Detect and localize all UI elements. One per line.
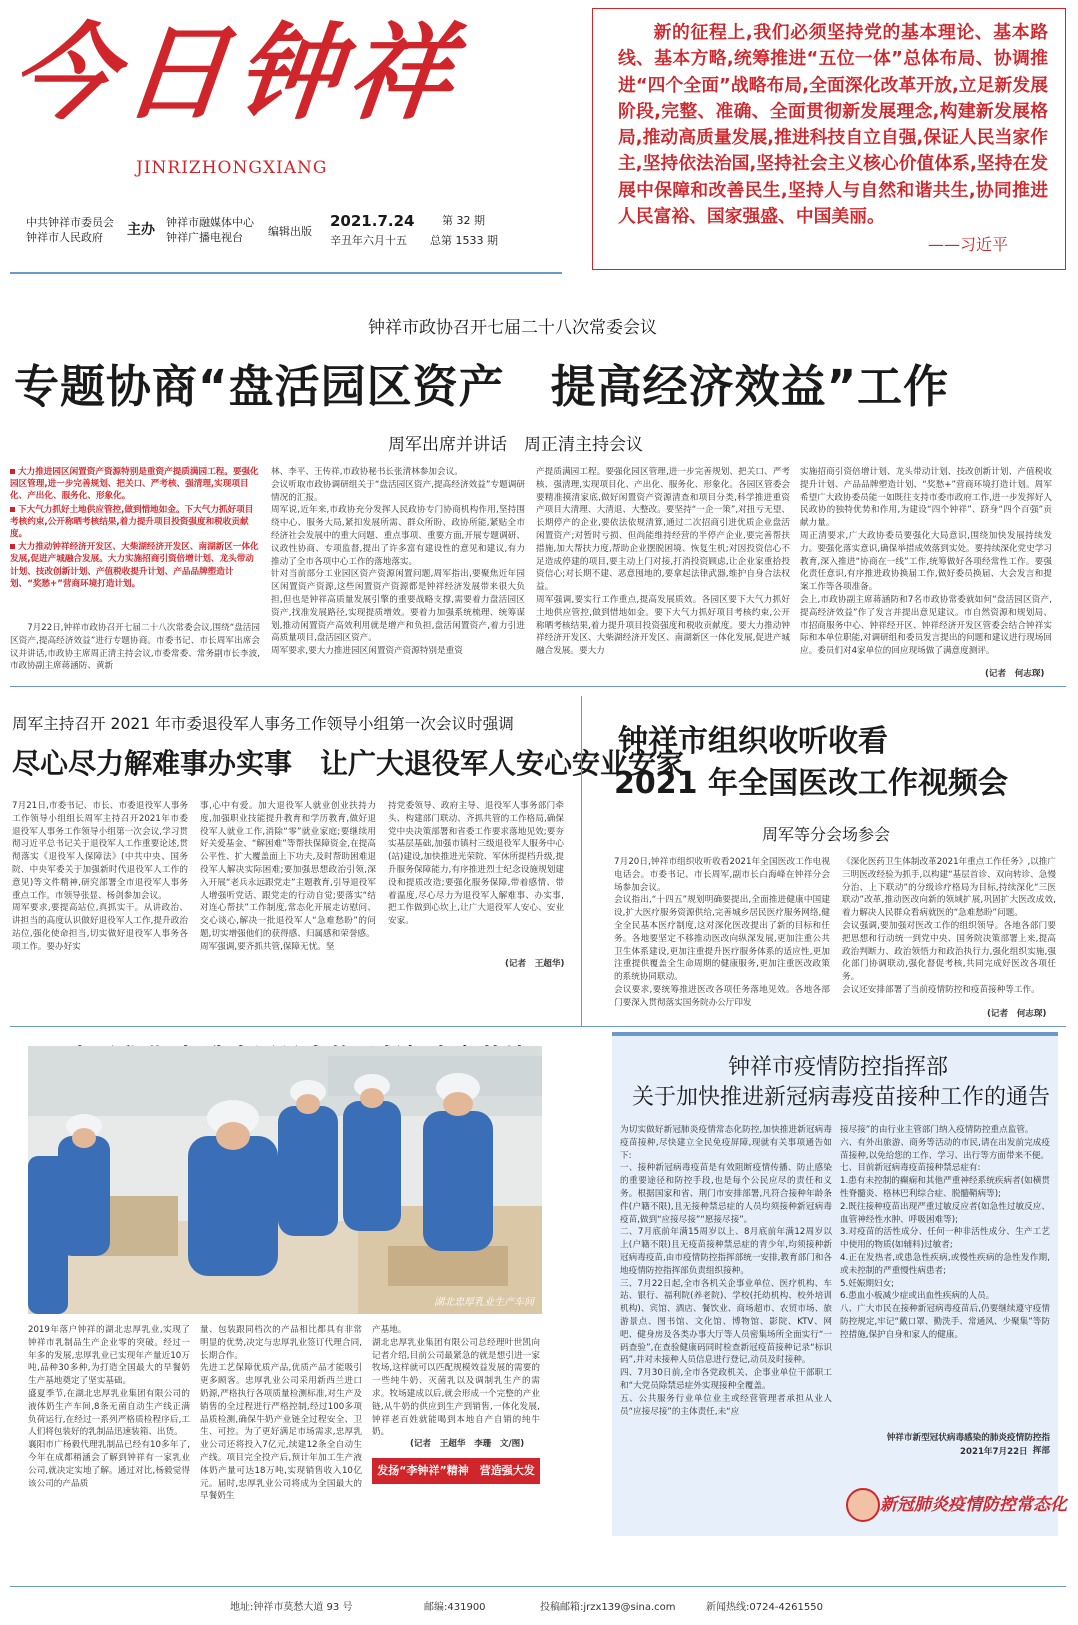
notice-title-line-2: 关于加快推进新冠病毒疫苗接种工作的通告 — [632, 1085, 1051, 1110]
bullet-square-icon — [10, 507, 15, 512]
issue-date: 2021.7.24 — [330, 212, 415, 230]
lead-kicker: 钟祥市政协召开七届二十八次常委会议 — [368, 318, 657, 338]
veterans-byline: (记者 王超华) — [505, 959, 565, 969]
veterans-kicker: 周军主持召开 2021 年市委退役军人事务工作领导小组第一次会议时强调 — [12, 715, 514, 733]
lead-byline: (记者 何志琛) — [985, 669, 1045, 679]
dairy-byline: (记者 王超华 李珊 文/图) — [410, 1439, 525, 1449]
bullet-square-icon — [10, 469, 15, 474]
highlight-item: 大力推动钟祥经济开发区、大柴湖经济开发区、南湖新区一体化发展,促进产城融合发展。大力实施招商引资倍增计划、龙头带动计划、技改创新计划、产值税收提升计划、产品品牌塑造计划、“奖愁+”营商环境打造计划。 — [10, 542, 259, 589]
footer-rule — [10, 1586, 1066, 1587]
notice-issuer: 钟祥市新型冠状病毒感染的肺炎疫情防控指挥部 — [886, 1433, 1050, 1456]
dairy-col-1: 2019年落户钟祥的湖北忠厚乳业,实现了钟祥市乳制品生产企业零的突破。经过一年多的发展,忠厚乳业已实现年产量近10万吨,品种30多种,为打造全国最大的早餐奶生产基地奠定了坚实基础。 盛夏季节,在湖北忠厚乳业集团有限公司的液体奶生产车间,8条无菌自动生产线正满负荷运行,在经过一系列严格质检程序后,工人们将包装好的乳制品迅速装箱、出货。 襄阳市广杨毅代理乳制品已经有10多年了,今年在成都稍涵会了解到钟祥有一家乳业公司,就决定实地了解。通过对比,杨毅觉得该公司的产品质 — [28, 1325, 190, 1489]
medical-col-2: 《深化医药卫生体制改革2021年重点工作任务》,以推广三明医改经验为抓手,以构建“基层首诊、双向转诊、急慢分治、上下联动”的分级诊疗格局为目标,持续深化“三医联动”改革,推动医改向新的领域扩展,巩固扩大医改成效,着力解决人民群众看病就医的“急难愁盼”问题。 会议强调,要加强对医改工作的组织领导。各地各部门要把思想和行动统一到党中央、国务院决策部署上来,提高政治判断力、政治领悟力和政治执行力,强化组织实施,强化部门协调联动,强化督促考核,共同完成好医改各项任务。 会议还安排部署了当前疫情防控和疫苗接种等工作。 — [842, 857, 1056, 995]
lead-col-3: 产提质满园工程。要强化园区管理,进一步完善规划、把关口、严考核、强清理,实现项目化、产出化、服务化、形象化。各园区管委会要精准摸清家底,做好闲置资产资源清查和项目分类,科学推进重资产项目大清理、大清退、大整改。要坚持“一企一策”,对扭亏无望、长期停产的企业,要依法依规清算,通过二次招商引进优质企业盘活闲置资产;对暂时亏损、但尚能维持经营的半停产企业,要完善帮扶措施,加大帮扶力度,帮助企业摆脱困境、恢复生机;对因投资信心不足造成停建的项目,要主动上门对接,打消投资顾虑,让企业家重拾投资信心;对长期不建、恶意囤地的,要拿起法律武器,维护自身合法权益。 周军强调,要实行工作重点,提高发展质效。各园区要下大气力抓好土地供应管控,做到惜地如金。要下大气力抓好项目考核约束,公开称晒考核结果,着力提升项目投资强度和税收贡献度。要大力推动钟祥经济开发区、大柴湖经济开发区、南湖新区一体化发展,促进产城融合发展。要大力 — [536, 467, 790, 657]
lead-highlights — [10, 466, 260, 591]
bullet-square-icon — [10, 544, 15, 549]
footer-postcode: 邮编:431900 — [424, 1602, 486, 1613]
masthead-pinyin: JINRIZHONGXIANG — [136, 158, 328, 178]
medical-title-line-1: 钟祥市组织收听收看 — [618, 724, 888, 759]
notice-banner: 新冠肺炎疫情防控常态化 — [880, 1495, 1067, 1515]
medical-col-1: 7月20日,钟祥市组织收听收看2021年全国医改工作电视电话会。市委书记、市长周军,副市长白海峰在钟祥分会场参加会议。 会议指出,“十四五”规划明确要提出,全面推进健康中国建设,扩大医疗服务资源供给,完善城乡居民医疗服务网络,健全全民基本医疗制度,这对深化医改提出了新的目标和任务。各地要坚定不移推动医改向纵深发展,更加注重公共卫生体系建设,更加注重提升医疗服务体系的适应性,更加注重提供覆盖全生命周期的健康服务,更加注重医改政策的系统协同联动。 会议要求,要统筹推进医改各项任务落地见效。各地各部门要深入贯彻落实国务院办公厅印发 — [614, 857, 830, 1008]
masthead-rule — [10, 272, 562, 274]
medical-title-line-2: 2021 年全国医改工作视频会 — [614, 766, 1008, 801]
veterans-title: 尽心尽力解难事办实事 让广大退役军人安心安业安家 — [12, 747, 685, 780]
masked-face-icon — [846, 1488, 880, 1522]
lead-col-4: 实施招商引资倍增计划、龙头带动计划、技改创新计划、产值税收提升计划、产品品牌塑造计划、“奖愁+”营商环境打造计划。周军希望广大政协委员能一如既往支持市委市政府工作,进一步发挥好人民政协的独特优势和作用,为建设“四个钟祥”、跻身“四个百强”贡献力量。 周正清要求,广大政协委员要强化大局意识,围绕加快发展持续发力。要强化落实意识,确保举措成效落到实处。要持续深化党史学习教育,深入推进“协商在一线”工作,统筹做好各项经常性工作。要强化责任意识,有序推进政协换届工作,做好委员换届、大会发言和提案工作等各项准备。 会上,市政协副主席蒋涵防和7名市政协常委就如何“盘活园区资产,提高经济效益”作了发言并提出意见建议。市自然资源和规划局、市招商服务中心、钟祥经开区、钟祥经济开发区管委会结合钟祥实际和本单位职能,对调研组和委员发言提出的问题和建议进行现场回应。委员们对4家单位的回应现场做了满意度测评。 — [800, 467, 1052, 657]
masthead-logo: 今日钟祥 — [5, 11, 467, 134]
dairy-col-2: 量、包装跟同档次的产品相比都具有非常明显的优势,决定与忠厚乳业签订代理合同,长期合作。 先进工艺保障优质产品,优质产品才能吸引更多顾客。忠厚乳业公司采用新西兰进口奶源,严格执行各项质量检测标准,对生产及销售的全过程进行严格控制,经过100多项品质检测,确保牛奶产业链全过程安全、卫生、可控。为了更好满足市场需求,忠厚乳业公司还将投入7亿元,续建12条全自动生产线。项目完全投产后,预计年加工生产液体奶产量可达18万吨,实现销售收入10亿元。届时,忠厚乳业公司将成为全国最大的早餐奶生 — [200, 1325, 362, 1502]
masthead-publishers — [166, 215, 254, 245]
sponsor-role: 主办 — [127, 222, 155, 238]
total-issue-number: 总第 1533 期 — [430, 234, 498, 247]
sponsor-1: 中共钟祥市委员会 — [26, 216, 114, 229]
veterans-col-2: 事,心中有爱。加大退役军人就业创业扶持力度,加强职业技能提升教育和学历教育,做好退役军人就业工作,消除“零”就业家庭;要继续用好关爱基金、“解困难”等帮扶保障资金,在提高公平性、扩大覆盖面上下功夫,及时帮助困难退役军人解决实际困难;要加强思想政治引领,深入开展“老兵永远跟党走”主题教育,引导退役军人增强听党话、跟党走的行动自觉;要落实“结对连心帮扶”工作制度,常态化开展走访慰问、交心谈心,解决一批退役军人“急难愁盼”的问题,切实增强他们的获得感、归属感和荣誉感。 周军强调,要齐抓共管,保障无忧。坚 — [200, 801, 376, 952]
section-rule — [10, 1026, 1066, 1027]
notice-col-1: 为切实做好新冠肺炎疫情常态化防控,加快推进新冠病毒疫苗接种,尽快建立全民免疫屏障,现就有关事项通告如下: 一、接种新冠病毒疫苗是有效阻断疫情传播、防止感染的重要途径和防控手段,也是每个公民应尽的责任和义务。根据国家和省、荆门市安排部署,凡符合接种年龄条件(户籍不限),且无接种禁忌症的人员均须接种新冠病毒疫苗,做到“应接尽接”“愿接尽接”。 二、7月底前年满15周岁以上、8月底前年满12周岁以上(户籍不限)且无疫苗接种禁忌症的青少年,均须接种新冠病毒疫苗,由市疫情防控指挥部统一安排,教育部门和各地疫情防控指挥部负责组织接种。 三、7月22日起,全市各机关企事业单位、医疗机构、车站、银行、福利院(养老院)、学校(托幼机构、校外培训机构)、宾馆、酒店、餐饮业、商场超市、农贸市场、旅游景点、图书馆、文化馆、博物馆、影院、KTV、网吧、健身房及各类办事大厅等人员密集场所全面实行“一码查验”,在查验健康码同时检查新冠疫苗接种记录“标识码”,并对未接种人员信息进行登记,动员及时接种。 四、7月30日前,全市各党政机关、企事业单位干部职工和“大党员除禁忌症外实现接种全覆盖。 五、公共服务行业单位业主或经营管理者承担从业人员“应接尽接”的主体责任,未“应 — [620, 1125, 832, 1417]
section-rule — [10, 686, 1066, 687]
lead-col-2: 林、李平、王传祥,市政协秘书长张清林参加会议。 会议听取市政协调研组关于“盘活园区资产,提高经济效益”专题调研情况的汇报。 周军说,近年来,市政协充分发挥人民政协专门协商机构作用,坚持围绕中心、服务大局,紧扣发展所需、群众所盼、政协所能,紧贴全市经济社会发展中的重大问题、重点事项、重要方面,开展专题调研、议政性协商、专项监督,提出了许多富有建设性的意见和建议,有力推动了全市各项中心工作的落地落实。 针对当前部分工业园区资产资源闲置问题,周军指出,要聚焦近年园区闲置资产资源,这些闲置资产资源都是钟祥经济发展带来很大负担,但也是钟祥高质量发展引擎的重要战略支撑,需要着力盘活园区资产,找准发展路径,实现提质增效。要着力加强系统梳理、统筹谋划,推动闲置资产高效利用就是增产和负担,盘活闲置资产,着力引进高质量项目,盘活园区资产。 周军要求,要大力推进园区闲置资产资源特别是重资 — [271, 467, 525, 657]
lead-title: 专题协商“盘活园区资产 提高经济效益”工作 — [14, 360, 950, 413]
veterans-col-3: 持党委领导、政府主导、退役军人事务部门牵头、构建部门联动、齐抓共管的工作格局,确保党中央决策部署和省委工作要求落地见效;要夯实基层基础,加强市镇村三级退役军人服务中心(站)建设,加快推进光荣院、军休所提档升级,提升服务保障能力,有序推进烈士纪念设施规划建设和提质改造;要强化服务保障,带着感情、带着温度,尽心尽力为退役军人解难事、办实事,把工作做到心坎上,让广大退役军人安心、安业安家。 — [388, 801, 564, 927]
footer-address: 地址:钟祥市莫愁大道 93 号 — [230, 1602, 353, 1613]
factory-workers-image — [28, 1046, 542, 1314]
footer-hotline: 新闻热线:0724-4261550 — [706, 1602, 823, 1613]
photo-caption: 湖北忠厚乳业生产车间 — [434, 1297, 534, 1308]
sponsor-2: 钟祥市人民政府 — [26, 231, 103, 244]
publisher-1: 钟祥市融媒体中心 — [166, 216, 254, 229]
medical-subtitle: 周军等分会场参会 — [762, 825, 891, 844]
publisher-2: 钟祥广播电视台 — [166, 231, 243, 244]
quote-author: ——习近平 — [928, 235, 1009, 254]
footer-email: 投稿邮箱:jrzx139@sina.com — [540, 1602, 676, 1613]
factory-photo — [28, 1046, 542, 1314]
notice-date: 2021年7月22日 — [960, 1447, 1028, 1457]
slogan-banner: 发扬“李钟祥”精神 营造强大发展气场 — [372, 1458, 540, 1484]
medical-byline: (记者 何志琛) — [987, 1009, 1047, 1019]
issue-number: 第 32 期 — [442, 214, 485, 227]
notice-col-2: 接尽接”的由行业主管部门纳入疫情防控重点监管。 六、有外出旅游、商务等活动的市民,请在出发前完成疫苗接种,以免给您的工作、学习、出行等方面带来不便。 七、目前新冠病毒疫苗接种禁忌症有: 1.患有未控制的癫痫和其他严重神经系统疾病者(如横贯性脊髓炎、格林巴利综合症、脱髓鞘病等); 2.既往接种疫苗出现严重过敏反应者(如急性过敏反应、血管神经性水肿、呼吸困难等); 3.对疫苗的活性成分、任何一种非活性成分、生产工艺中使用的物质(如辅料)过敏者; 4.正在发热者,或患急性疾病,或慢性疾病的急性发作期,或未控制的严重慢性病患者; 5.妊娠期妇女; 6.患血小板减少症或出血性疾病的人员。 八、广大市民在接种新冠病毒疫苗后,仍要继续遵守疫情防控规定,牢记“戴口罩、勤洗手、常通风、少聚集”等防控措施,保护自身和家人的健康。 — [840, 1125, 1050, 1340]
highlight-item: 下大气力抓好土地供应管控,做到惜地如金。下大气力抓好项目考核约束,公开称晒考核结果,着力提升项目投资强度和税收贡献度。 — [10, 504, 254, 540]
dairy-col-3: 产基地。 湖北忠厚乳业集团有限公司总经理叶世凯向记者介绍,目前公司最紧急的就是想引进一家牧场,这样就可以匹配规模效益发展的需要的一些纯牛奶、灭菌乳以及调制乳生产的需求。牧场建成以后,就会形成一个完整的产业链,从牛奶的供应到生产到销售,一体化发展,钟祥老百姓就能喝到本地自产自销的纯牛奶。 — [372, 1325, 540, 1438]
publisher-role: 编辑出版 — [268, 225, 312, 238]
notice-title-line-1: 钟祥市疫情防控指挥部 — [728, 1055, 949, 1080]
masthead-sponsors — [26, 215, 114, 245]
lunar-date: 辛丑年六月十五 — [330, 234, 407, 247]
veterans-col-1: 7月21日,市委书记、市长、市委退役军人事务工作领导小组组长周军主持召开2021年市委退役军人事务工作领导小组第一次会议,学习贯彻习近平总书记关于退役军人工作重要论述,贯彻落实《退役军人保障法》(中共中央、国务院、中央军委关于加强新时代退役军人工作的意见)等文件精神,研究部署全市退役军人事务重点工作。市领导张显、杨剑参加会议。 周军要求,要提高站位,真抓实干。从讲政治、讲担当的高度认识做好退役军人工作,提升政治站位,强化使命担当,切实做好退役军人事务各项工作。要办好实 — [12, 801, 188, 952]
column-divider — [581, 696, 582, 1026]
highlight-item: 大力推进园区闲置资产资源特别是重资产提质满园工程。要强化园区管理,进一步完善规划、把关口、严考核、强清理,实现项目化、产出化、服务化、形象化。 — [10, 467, 259, 502]
lead-col-1: 7月22日,钟祥市政协召开七届二十八次常委会议,围绕“盘活园区资产,提高经济效益”进行专题协商。市委书记、市长周军出席会议并讲话,市政协主席周正清主持会议,市委常委、常务副市长李波,市政协副主席蒋涵防、黄新 — [10, 623, 260, 672]
quote-text: 新的征程上,我们必须坚持党的基本理论、基本路线、基本方略,统筹推进“五位一体”总体布局、协调推进“四个全面”战略布局,全面深化改革开放,立足新发展阶段,完整、准确、全面贯彻新发展理念,构建新发展格局,推动高质量发展,推进科技自立自强,保证人民当家作主,坚持依法治国,坚持社会主义核心价值体系,坚持在发展中保障和改善民生,坚持人与自然和谐共生,协同推进人民富裕、国家强盛、中国美丽。 — [618, 22, 1048, 228]
lead-subtitle: 周军出席并讲话 周正清主持会议 — [388, 435, 643, 455]
